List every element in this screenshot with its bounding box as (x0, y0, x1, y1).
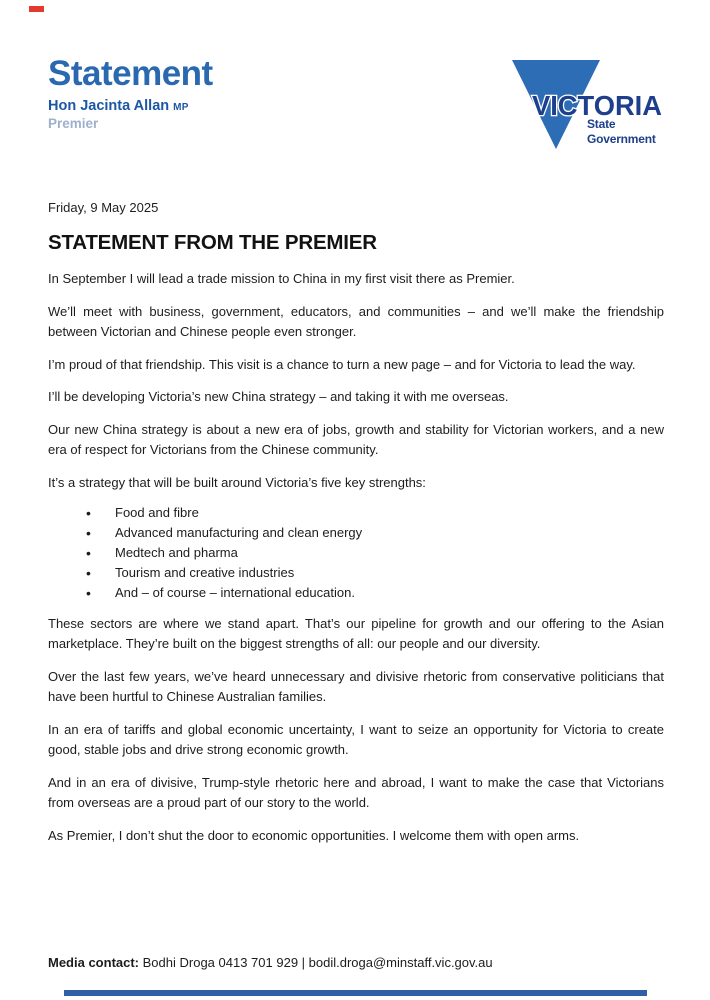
author-name (48, 98, 213, 114)
closing-paragraphs (48, 614, 664, 847)
media-contact (48, 955, 493, 970)
letterhead (48, 56, 213, 131)
logo-caption-state: State (587, 117, 616, 131)
list-item: • And – of course – international education. (48, 585, 664, 602)
paragraph: In an era of tariffs and global economic uncertainty, I want to seize an opportunity for Victoria to create good, stable jobs and drive strong economic growth. (48, 721, 664, 758)
key-strengths-list (48, 505, 664, 601)
list-item: • Advanced manufacturing and clean energy (48, 525, 664, 542)
paragraph: Our new China strategy is about a new era of jobs, growth and stability for Victorian workers, and a new era of respect for Victorians from the Chinese community. (48, 421, 664, 458)
document-title: STATEMENT FROM THE PREMIER (48, 231, 377, 254)
masthead-title: Statement (48, 54, 213, 93)
logo-wordmark: VICTORIA (532, 90, 662, 121)
paragraph: These sectors are where we stand apart. That’s our pipeline for growth and our offering to the Asian marketplace. They’re built on the biggest strengths of all: our people and our diversity. (48, 615, 664, 652)
top-left-accent-mark (29, 6, 44, 12)
intro-paragraphs (48, 269, 664, 493)
bottom-rule (64, 990, 647, 996)
author-name-text: Hon Jacinta Allan (48, 97, 170, 114)
logo-caption-government: Government (587, 132, 656, 146)
document-date: Friday, 9 May 2025 (48, 200, 159, 215)
victoria-state-government-logo (508, 58, 666, 152)
media-contact-details: Bodhi Droga 0413 701 929 | bodil.droga@minstaff.vic.gov.au (142, 955, 493, 970)
paragraph: I’ll be developing Victoria’s new China strategy – and taking it with me overseas. (48, 389, 509, 405)
paragraph: In September I will lead a trade mission to China in my first visit there as Premier. (48, 271, 515, 286)
paragraph: And in an era of divisive, Trump-style rhetoric here and abroad, I want to make the case that Victorians from overseas are a proud part of our story to the world. (48, 774, 664, 811)
list-item: • Medtech and pharma (48, 545, 664, 562)
paragraph: I’m proud of that friendship. This visit is a chance to turn a new page – and for Victoria to lead the way. (48, 356, 636, 372)
media-contact-label: Media contact: (48, 955, 140, 970)
paragraph: As Premier, I don’t shut the door to economic opportunities. I welcome them with open arms. (48, 827, 580, 843)
paragraph: Over the last few years, we’ve heard unnecessary and divisive rhetoric from conservative politicians that have been hurtful to Chinese Australian families. (48, 668, 664, 705)
list-item: • Food and fibre (48, 505, 664, 522)
author-postnominal: MP (173, 101, 189, 113)
paragraph: It’s a strategy that will be built around Victoria’s five key strengths: (48, 474, 426, 490)
paragraph: We’ll meet with business, government, educators, and communities – and we’ll make the friendship between Victorian and Chinese people even stronger. (48, 303, 664, 340)
author-role: Premier (48, 115, 99, 131)
list-item: • Tourism and creative industries (48, 565, 664, 582)
